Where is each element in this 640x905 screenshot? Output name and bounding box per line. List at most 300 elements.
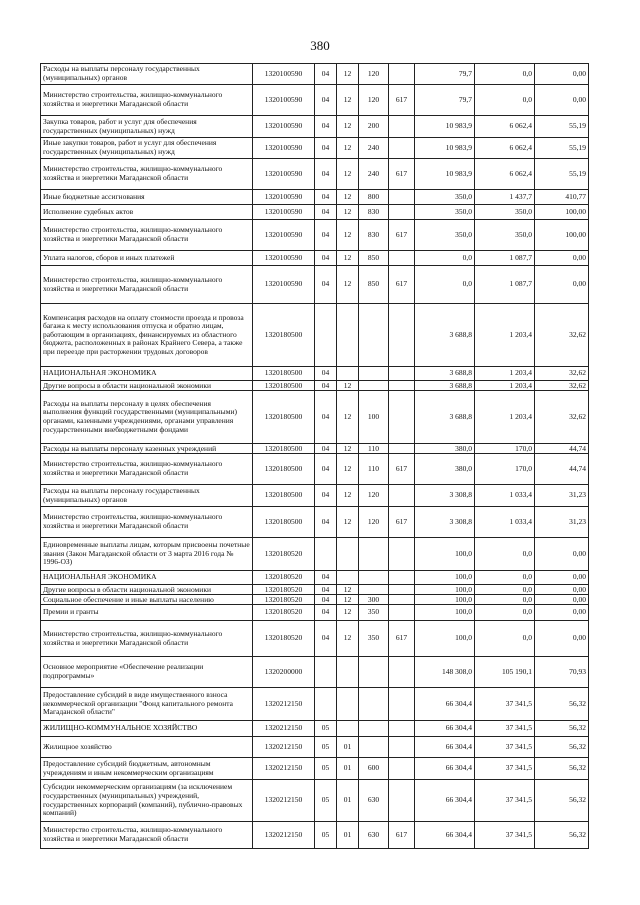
row-name: Закупка товаров, работ и услуг для обеспечения государственных (муниципальных) нужд [41, 116, 253, 138]
expense-type: 300 [359, 595, 389, 605]
section: 04 [315, 595, 337, 605]
target-code: 1320180500 [253, 454, 315, 485]
row-name: Министерство строительства, жилищно-коммунального хозяйства и энергетики Магаданской области [41, 159, 253, 190]
expense-type: 800 [359, 190, 389, 205]
executed-amount: 6 062,4 [475, 138, 535, 159]
expense-type: 120 [359, 85, 389, 116]
planned-amount: 100,0 [415, 621, 475, 657]
table-row [41, 605, 589, 621]
target-code: 1320212150 [253, 737, 315, 758]
section [315, 304, 337, 367]
table-row [41, 266, 589, 304]
chief-administrator [389, 367, 415, 381]
chief-administrator [389, 64, 415, 85]
table-row [41, 595, 589, 605]
expense-type: 120 [359, 485, 389, 507]
expense-type [359, 538, 389, 571]
execution-percent: 32,62 [535, 304, 589, 367]
subsection: 12 [337, 507, 359, 538]
table-row [41, 721, 589, 737]
table-row [41, 159, 589, 190]
planned-amount: 66 304,4 [415, 780, 475, 822]
row-name: Министерство строительства, жилищно-коммунального хозяйства и энергетики Магаданской области [41, 621, 253, 657]
subsection: 01 [337, 780, 359, 822]
chief-administrator: 617 [389, 85, 415, 116]
executed-amount: 170,0 [475, 454, 535, 485]
planned-amount: 350,0 [415, 190, 475, 205]
row-name: Иные закупки товаров, работ и услуг для обеспечения государственных (муниципальных) нужд [41, 138, 253, 159]
subsection: 12 [337, 138, 359, 159]
target-code: 1320212150 [253, 758, 315, 780]
row-name: Уплата налогов, сборов и иных платежей [41, 251, 253, 266]
section: 04 [315, 251, 337, 266]
subsection: 01 [337, 758, 359, 780]
subsection: 01 [337, 737, 359, 758]
row-name: Другие вопросы в области национальной экономики [41, 585, 253, 595]
section: 04 [315, 190, 337, 205]
section: 04 [315, 220, 337, 251]
chief-administrator [389, 538, 415, 571]
section: 04 [315, 391, 337, 444]
planned-amount: 79,7 [415, 85, 475, 116]
execution-percent: 0,00 [535, 571, 589, 585]
row-name: Расходы на выплаты персоналу государственных (муниципальных) органов [41, 485, 253, 507]
expense-type [359, 585, 389, 595]
page-number: 380 [310, 38, 330, 53]
execution-percent: 70,93 [535, 657, 589, 688]
subsection: 12 [337, 266, 359, 304]
planned-amount: 66 304,4 [415, 758, 475, 780]
table-row [41, 391, 589, 444]
subsection [337, 304, 359, 367]
executed-amount: 0,0 [475, 538, 535, 571]
expense-type: 100 [359, 391, 389, 444]
row-name: Предоставление субсидий в виде имущественного взноса некоммерческой организации "Фонд капитального ремонта Магаданской области" [41, 688, 253, 721]
row-name: Единовременные выплаты лицам, которым присвоены почетные звания (Закон Магаданской области от 3 марта 2016 года № 1996-ОЗ) [41, 538, 253, 571]
executed-amount: 6 062,4 [475, 116, 535, 138]
section: 04 [315, 266, 337, 304]
planned-amount: 350,0 [415, 220, 475, 251]
subsection [337, 688, 359, 721]
chief-administrator: 617 [389, 822, 415, 849]
chief-administrator: 617 [389, 266, 415, 304]
target-code: 1320100590 [253, 266, 315, 304]
expense-type: 830 [359, 205, 389, 220]
target-code: 1320100590 [253, 116, 315, 138]
section: 04 [315, 138, 337, 159]
chief-administrator [389, 381, 415, 391]
expense-type: 110 [359, 444, 389, 454]
expense-type [359, 721, 389, 737]
chief-administrator [389, 721, 415, 737]
execution-percent: 32,62 [535, 391, 589, 444]
table-row [41, 205, 589, 220]
chief-administrator [389, 585, 415, 595]
executed-amount: 37 341,5 [475, 721, 535, 737]
executed-amount: 1 087,7 [475, 251, 535, 266]
target-code: 1320180520 [253, 595, 315, 605]
executed-amount: 0,0 [475, 595, 535, 605]
execution-percent: 0,00 [535, 538, 589, 571]
target-code: 1320180500 [253, 304, 315, 367]
row-name: Компенсация расходов на оплату стоимости проезда и провоза багажа к месту использования отпуска и обратно лицам, работающим в организациях, финансируемых из областного бюджета, расположенных в районах Крайнего Севера, а также при переезде при расторжении трудовых договоров [41, 304, 253, 367]
row-name: Министерство строительства, жилищно-коммунального хозяйства и энергетики Магаданской области [41, 507, 253, 538]
table-row [41, 822, 589, 849]
executed-amount: 1 087,7 [475, 266, 535, 304]
chief-administrator [389, 444, 415, 454]
subsection: 12 [337, 159, 359, 190]
expense-type: 350 [359, 605, 389, 621]
subsection: 12 [337, 205, 359, 220]
chief-administrator [389, 571, 415, 585]
section: 04 [315, 507, 337, 538]
planned-amount: 3 688,8 [415, 381, 475, 391]
table-row [41, 251, 589, 266]
table-row [41, 190, 589, 205]
expense-type [359, 304, 389, 367]
section [315, 688, 337, 721]
subsection: 12 [337, 85, 359, 116]
subsection: 01 [337, 822, 359, 849]
expense-type: 630 [359, 780, 389, 822]
subsection: 12 [337, 251, 359, 266]
execution-percent: 0,00 [535, 64, 589, 85]
chief-administrator [389, 138, 415, 159]
expense-type [359, 737, 389, 758]
row-name: Расходы на выплаты персоналу в целях обеспечения выполнения функций государственными (муниципальными) органами, казенными учреждениями, органами управления государственными внебюджетными фондами [41, 391, 253, 444]
chief-administrator: 617 [389, 159, 415, 190]
table-row [41, 454, 589, 485]
budget-table [40, 63, 589, 849]
row-name: Министерство строительства, жилищно-коммунального хозяйства и энергетики Магаданской области [41, 266, 253, 304]
chief-administrator [389, 688, 415, 721]
planned-amount: 3 688,8 [415, 367, 475, 381]
executed-amount: 37 341,5 [475, 822, 535, 849]
expense-type: 240 [359, 159, 389, 190]
expense-type [359, 571, 389, 585]
target-code: 1320180500 [253, 381, 315, 391]
execution-percent: 100,00 [535, 205, 589, 220]
table-row [41, 737, 589, 758]
table-row [41, 657, 589, 688]
subsection: 12 [337, 381, 359, 391]
planned-amount: 10 983,9 [415, 138, 475, 159]
target-code: 1320100590 [253, 251, 315, 266]
subsection: 12 [337, 64, 359, 85]
section: 04 [315, 605, 337, 621]
subsection: 12 [337, 190, 359, 205]
expense-type: 850 [359, 251, 389, 266]
table-row [41, 116, 589, 138]
table-row [41, 381, 589, 391]
planned-amount: 380,0 [415, 454, 475, 485]
expense-type: 110 [359, 454, 389, 485]
subsection [337, 657, 359, 688]
expense-type: 240 [359, 138, 389, 159]
chief-administrator [389, 391, 415, 444]
table-row [41, 758, 589, 780]
section: 04 [315, 64, 337, 85]
planned-amount: 66 304,4 [415, 688, 475, 721]
section: 04 [315, 205, 337, 220]
planned-amount: 10 983,9 [415, 159, 475, 190]
chief-administrator: 617 [389, 507, 415, 538]
target-code: 1320212150 [253, 780, 315, 822]
target-code: 1320212150 [253, 822, 315, 849]
target-code: 1320180500 [253, 367, 315, 381]
executed-amount: 350,0 [475, 220, 535, 251]
table-row [41, 64, 589, 85]
executed-amount: 1 203,4 [475, 391, 535, 444]
executed-amount: 170,0 [475, 444, 535, 454]
execution-percent: 44,74 [535, 444, 589, 454]
execution-percent: 410,77 [535, 190, 589, 205]
expense-type: 830 [359, 220, 389, 251]
section: 04 [315, 585, 337, 595]
chief-administrator [389, 605, 415, 621]
chief-administrator [389, 205, 415, 220]
row-name: Министерство строительства, жилищно-коммунального хозяйства и энергетики Магаданской области [41, 454, 253, 485]
subsection: 12 [337, 391, 359, 444]
planned-amount: 66 304,4 [415, 822, 475, 849]
row-name: Основное мероприятие «Обеспечение реализации подпрограммы» [41, 657, 253, 688]
row-name: Иные бюджетные ассигнования [41, 190, 253, 205]
target-code: 1320180500 [253, 485, 315, 507]
execution-percent: 56,32 [535, 780, 589, 822]
executed-amount: 0,0 [475, 64, 535, 85]
executed-amount: 37 341,5 [475, 737, 535, 758]
planned-amount: 10 983,9 [415, 116, 475, 138]
expense-type: 350 [359, 621, 389, 657]
target-code: 1320180500 [253, 444, 315, 454]
table-row [41, 780, 589, 822]
section: 04 [315, 116, 337, 138]
executed-amount: 0,0 [475, 85, 535, 116]
row-name: ЖИЛИЩНО-КОММУНАЛЬНОЕ ХОЗЯЙСТВО [41, 721, 253, 737]
subsection: 12 [337, 444, 359, 454]
chief-administrator [389, 251, 415, 266]
table-row [41, 85, 589, 116]
execution-percent: 100,00 [535, 220, 589, 251]
chief-administrator [389, 595, 415, 605]
row-name: Социальное обеспечение и иные выплаты населению [41, 595, 253, 605]
section: 04 [315, 444, 337, 454]
target-code: 1320100590 [253, 190, 315, 205]
table-row [41, 571, 589, 585]
planned-amount: 0,0 [415, 266, 475, 304]
executed-amount: 0,0 [475, 605, 535, 621]
execution-percent: 56,32 [535, 721, 589, 737]
section: 05 [315, 780, 337, 822]
execution-percent: 0,00 [535, 621, 589, 657]
chief-administrator [389, 758, 415, 780]
section: 05 [315, 822, 337, 849]
target-code: 1320180520 [253, 571, 315, 585]
row-name: Министерство строительства, жилищно-коммунального хозяйства и энергетики Магаданской области [41, 822, 253, 849]
executed-amount: 37 341,5 [475, 688, 535, 721]
execution-percent: 31,23 [535, 485, 589, 507]
row-name: Министерство строительства, жилищно-коммунального хозяйства и энергетики Магаданской области [41, 85, 253, 116]
row-name: Субсидии некоммерческим организациям (за исключением государственных (муниципальных) учреждений, государственных корпораций (компаний), публично-правовых компаний) [41, 780, 253, 822]
target-code: 1320100590 [253, 220, 315, 251]
section: 04 [315, 571, 337, 585]
planned-amount: 100,0 [415, 571, 475, 585]
executed-amount: 1 203,4 [475, 367, 535, 381]
table-row [41, 444, 589, 454]
chief-administrator [389, 116, 415, 138]
executed-amount: 1 033,4 [475, 507, 535, 538]
expense-type: 850 [359, 266, 389, 304]
execution-percent: 32,62 [535, 367, 589, 381]
execution-percent: 31,23 [535, 507, 589, 538]
executed-amount: 6 062,4 [475, 159, 535, 190]
subsection: 12 [337, 454, 359, 485]
execution-percent: 44,74 [535, 454, 589, 485]
executed-amount: 0,0 [475, 621, 535, 657]
chief-administrator [389, 485, 415, 507]
execution-percent: 56,32 [535, 822, 589, 849]
execution-percent: 32,62 [535, 381, 589, 391]
row-name: Расходы на выплаты персоналу государственных (муниципальных) органов [41, 64, 253, 85]
table-row [41, 688, 589, 721]
executed-amount: 1 203,4 [475, 304, 535, 367]
row-name: Предоставление субсидий бюджетным, автономным учреждениям и иным некоммерческим организациям [41, 758, 253, 780]
planned-amount: 3 308,8 [415, 485, 475, 507]
execution-percent: 55,19 [535, 138, 589, 159]
table-row [41, 485, 589, 507]
planned-amount: 100,0 [415, 538, 475, 571]
execution-percent: 0,00 [535, 251, 589, 266]
section [315, 538, 337, 571]
table-row [41, 304, 589, 367]
section: 04 [315, 454, 337, 485]
section: 04 [315, 485, 337, 507]
subsection [337, 571, 359, 585]
subsection: 12 [337, 220, 359, 251]
expense-type: 600 [359, 758, 389, 780]
target-code: 1320180520 [253, 605, 315, 621]
executed-amount: 1 203,4 [475, 381, 535, 391]
expense-type: 200 [359, 116, 389, 138]
planned-amount: 100,0 [415, 595, 475, 605]
planned-amount: 3 688,8 [415, 391, 475, 444]
section: 04 [315, 159, 337, 190]
subsection: 12 [337, 621, 359, 657]
chief-administrator: 617 [389, 220, 415, 251]
row-name: Жилищное хозяйство [41, 737, 253, 758]
planned-amount: 0,0 [415, 251, 475, 266]
row-name: НАЦИОНАЛЬНАЯ ЭКОНОМИКА [41, 571, 253, 585]
execution-percent: 0,00 [535, 595, 589, 605]
chief-administrator: 617 [389, 621, 415, 657]
table-row [41, 220, 589, 251]
executed-amount: 37 341,5 [475, 780, 535, 822]
expense-type: 120 [359, 64, 389, 85]
executed-amount: 350,0 [475, 205, 535, 220]
section: 04 [315, 85, 337, 116]
executed-amount: 1 437,7 [475, 190, 535, 205]
chief-administrator [389, 190, 415, 205]
section: 05 [315, 721, 337, 737]
target-code: 1320100590 [253, 64, 315, 85]
executed-amount: 0,0 [475, 571, 535, 585]
target-code: 1320180500 [253, 507, 315, 538]
execution-percent: 0,00 [535, 585, 589, 595]
table-row [41, 507, 589, 538]
execution-percent: 55,19 [535, 116, 589, 138]
execution-percent: 56,32 [535, 688, 589, 721]
row-name: Исполнение судебных актов [41, 205, 253, 220]
subsection [337, 721, 359, 737]
subsection [337, 538, 359, 571]
executed-amount: 105 190,1 [475, 657, 535, 688]
chief-administrator [389, 737, 415, 758]
planned-amount: 100,0 [415, 605, 475, 621]
target-code: 1320100590 [253, 85, 315, 116]
subsection [337, 367, 359, 381]
subsection: 12 [337, 595, 359, 605]
row-name: Премии и гранты [41, 605, 253, 621]
subsection: 12 [337, 485, 359, 507]
planned-amount: 380,0 [415, 444, 475, 454]
table-row [41, 621, 589, 657]
target-code: 1320180520 [253, 585, 315, 595]
chief-administrator: 617 [389, 454, 415, 485]
target-code: 1320212150 [253, 721, 315, 737]
target-code: 1320100590 [253, 205, 315, 220]
subsection: 12 [337, 585, 359, 595]
expense-type [359, 381, 389, 391]
chief-administrator [389, 780, 415, 822]
section: 05 [315, 737, 337, 758]
target-code: 1320180500 [253, 391, 315, 444]
chief-administrator [389, 657, 415, 688]
execution-percent: 0,00 [535, 605, 589, 621]
table-row [41, 138, 589, 159]
section: 05 [315, 758, 337, 780]
executed-amount: 37 341,5 [475, 758, 535, 780]
expense-type: 630 [359, 822, 389, 849]
subsection: 12 [337, 116, 359, 138]
section: 04 [315, 367, 337, 381]
executed-amount: 1 033,4 [475, 485, 535, 507]
subsection: 12 [337, 605, 359, 621]
target-code: 1320200000 [253, 657, 315, 688]
table-row [41, 585, 589, 595]
chief-administrator [389, 304, 415, 367]
planned-amount: 66 304,4 [415, 721, 475, 737]
table-row [41, 367, 589, 381]
section: 04 [315, 621, 337, 657]
planned-amount: 100,0 [415, 585, 475, 595]
section: 04 [315, 381, 337, 391]
execution-percent: 0,00 [535, 266, 589, 304]
execution-percent: 0,00 [535, 85, 589, 116]
execution-percent: 56,32 [535, 737, 589, 758]
executed-amount: 0,0 [475, 585, 535, 595]
target-code: 1320100590 [253, 159, 315, 190]
target-code: 1320180520 [253, 621, 315, 657]
row-name: НАЦИОНАЛЬНАЯ ЭКОНОМИКА [41, 367, 253, 381]
execution-percent: 56,32 [535, 758, 589, 780]
expense-type [359, 367, 389, 381]
planned-amount: 3 308,8 [415, 507, 475, 538]
row-name: Расходы на выплаты персоналу казенных учреждений [41, 444, 253, 454]
expense-type [359, 657, 389, 688]
table-row [41, 538, 589, 571]
planned-amount: 79,7 [415, 64, 475, 85]
section [315, 657, 337, 688]
